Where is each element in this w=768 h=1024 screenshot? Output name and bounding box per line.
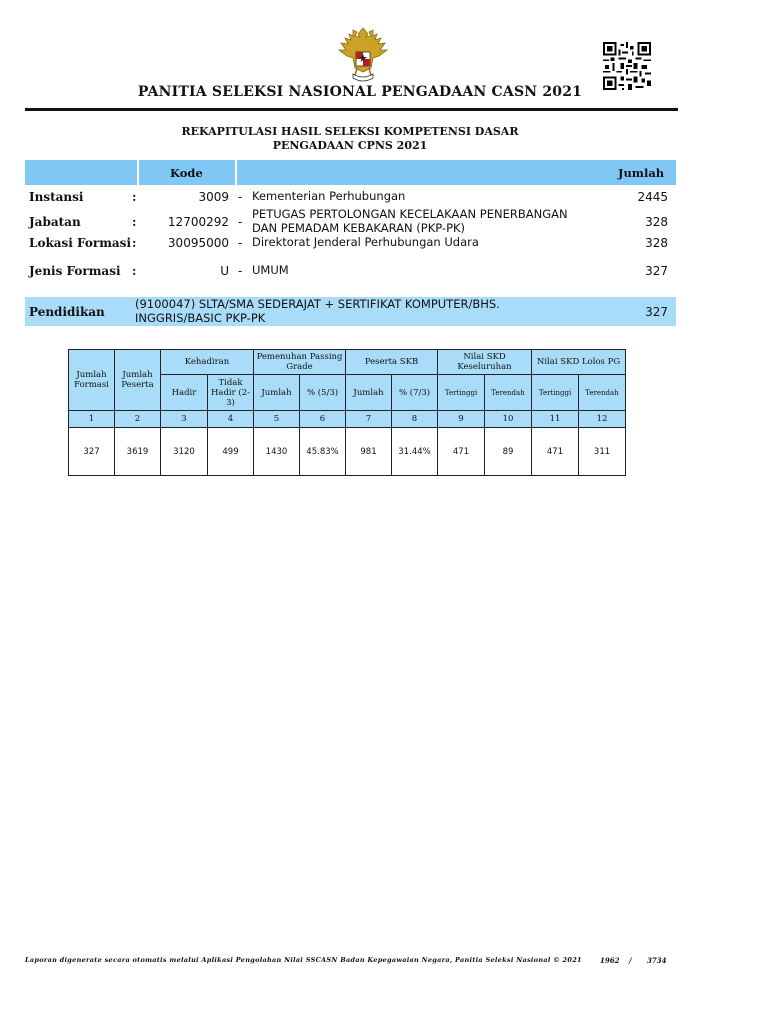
header-lolos-terendah: Terendah <box>579 375 626 411</box>
header-nilai-keseluruhan: Nilai SKD Keseluruhan <box>438 350 532 375</box>
cell-lolos-terendah: 311 <box>579 428 626 476</box>
header-peserta-skb: Peserta SKB <box>346 350 438 375</box>
cell-keseluruhan-terendah: 89 <box>485 428 532 476</box>
column-number: 4 <box>208 411 254 428</box>
cell-jumlah-formasi: 327 <box>69 428 115 476</box>
footer-note: Laporan digenerate secara otomatis melalui Aplikasi Pengolahan Nilai SSCASN Badan Kepegawaian Negara, Panitia Seleksi Nasional © 2021 <box>25 956 582 964</box>
header-pemenuhan: Pemenuhan Passing Grade <box>254 350 346 375</box>
lokasi-label: Lokasi Formasi <box>29 236 131 250</box>
jabatan-colon: : <box>132 215 137 229</box>
header-jumlah-formasi: Jumlah Formasi <box>69 350 115 411</box>
instansi-code: 3009 <box>198 190 229 204</box>
lokasi-colon: : <box>132 236 137 250</box>
cell-tidak-hadir: 499 <box>208 428 254 476</box>
cell-pg-persen: 45.83% <box>300 428 346 476</box>
header-hadir: Hadir <box>161 375 208 411</box>
title-divider <box>25 108 678 111</box>
jenis-label: Jenis Formasi <box>29 264 121 278</box>
cell-jumlah-peserta: 3619 <box>115 428 161 476</box>
header-band-left <box>25 160 137 185</box>
kode-header: Kode <box>170 166 203 180</box>
column-number: 9 <box>438 411 485 428</box>
lokasi-dash: - <box>238 236 243 250</box>
column-number: 2 <box>115 411 161 428</box>
page-title: PANITIA SELEKSI NASIONAL PENGADAAN CASN 2021 <box>137 84 583 100</box>
header-pg-persen: % (5/3) <box>300 375 346 411</box>
jenis-desc: UMUM <box>252 263 289 277</box>
column-number: 6 <box>300 411 346 428</box>
header-lolos-tertinggi: Tertinggi <box>532 375 579 411</box>
column-number: 12 <box>579 411 626 428</box>
column-number: 10 <box>485 411 532 428</box>
cell-lolos-tertinggi: 471 <box>532 428 579 476</box>
qr-code-icon <box>603 42 651 90</box>
cell-keseluruhan-tertinggi: 471 <box>438 428 485 476</box>
pendidikan-value: 327 <box>645 305 668 319</box>
jabatan-code: 12700292 <box>167 215 229 229</box>
page-current: 1962 <box>600 956 620 965</box>
column-number-row <box>69 411 626 428</box>
selection-stats-table <box>68 349 626 476</box>
jenis-dash: - <box>238 264 243 278</box>
instansi-desc: Kementerian Perhubungan <box>252 189 406 203</box>
jabatan-desc-line1: PETUGAS PERTOLONGAN KECELAKAAN PENERBANGAN <box>252 207 568 221</box>
garuda-emblem-icon <box>331 24 395 88</box>
cell-skb-jumlah: 981 <box>346 428 392 476</box>
column-number: 7 <box>346 411 392 428</box>
table-row <box>69 428 626 476</box>
header-jumlah-peserta: Jumlah Peserta <box>115 350 161 411</box>
column-number: 1 <box>69 411 115 428</box>
lokasi-value: 328 <box>645 236 668 250</box>
instansi-label: Instansi <box>29 190 84 204</box>
header-skb-jumlah: Jumlah <box>346 375 392 411</box>
jumlah-header: Jumlah <box>618 166 665 180</box>
page-separator: / <box>629 956 632 965</box>
column-number: 11 <box>532 411 579 428</box>
pendidikan-desc-line2: INGGRIS/BASIC PKP-PK <box>135 311 266 325</box>
jenis-value: 327 <box>645 264 668 278</box>
lokasi-desc: Direktorat Jenderal Perhubungan Udara <box>252 235 479 249</box>
header-nilai-lolos: Nilai SKD Lolos PG <box>532 350 626 375</box>
header-pg-jumlah: Jumlah <box>254 375 300 411</box>
header-keseluruhan-tertinggi: Tertinggi <box>438 375 485 411</box>
pendidikan-label: Pendidikan <box>29 305 105 319</box>
jabatan-desc-line2: DAN PEMADAM KEBAKARAN (PKP-PK) <box>252 221 466 235</box>
column-number: 5 <box>254 411 300 428</box>
instansi-dash: - <box>238 190 243 204</box>
instansi-colon: : <box>132 190 137 204</box>
jenis-colon: : <box>132 264 137 278</box>
header-skb-persen: % (7/3) <box>392 375 438 411</box>
report-subtitle-line2: PENGADAAN CPNS 2021 <box>272 139 428 152</box>
cell-hadir: 3120 <box>161 428 208 476</box>
header-keseluruhan-terendah: Terendah <box>485 375 532 411</box>
report-subtitle-line1: REKAPITULASI HASIL SELEKSI KOMPETENSI DASAR <box>181 125 519 138</box>
jabatan-dash: - <box>238 215 243 229</box>
lokasi-code: 30095000 <box>167 236 229 250</box>
instansi-value: 2445 <box>637 190 668 204</box>
header-band-jumlah <box>237 160 676 185</box>
jenis-code: U <box>220 264 229 278</box>
column-number: 8 <box>392 411 438 428</box>
jabatan-value: 328 <box>645 215 668 229</box>
jabatan-label: Jabatan <box>29 215 81 229</box>
header-tidak-hadir: Tidak Hadir (2-3) <box>208 375 254 411</box>
cell-pg-jumlah: 1430 <box>254 428 300 476</box>
column-number: 3 <box>161 411 208 428</box>
pendidikan-desc-line1: (9100047) SLTA/SMA SEDERAJAT + SERTIFIKAT KOMPUTER/BHS. <box>135 297 500 311</box>
page-total: 3734 <box>647 956 667 965</box>
header-kehadiran: Kehadiran <box>161 350 254 375</box>
table-header-row <box>69 350 626 375</box>
cell-skb-persen: 31.44% <box>392 428 438 476</box>
